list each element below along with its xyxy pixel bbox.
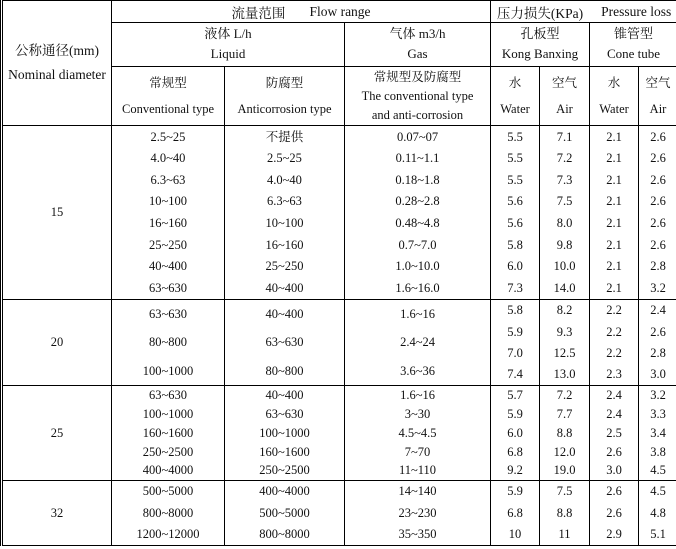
cell-value: 5.6 (507, 216, 523, 231)
cell-value: 3~30 (404, 406, 431, 421)
cell-value: 250~2500 (142, 444, 194, 459)
cell-value: 2.6 (650, 129, 666, 144)
cell-value: 7.3 (507, 280, 523, 295)
water-zh: 水 (607, 76, 621, 91)
cell-value: 19.0 (553, 463, 576, 478)
cell-value: 5.7 (507, 388, 523, 403)
cell-value: 2.5~25 (150, 129, 186, 144)
cell-value: 2.3 (606, 367, 622, 382)
gas-en: Gas (407, 46, 428, 62)
cell-value: 5.9 (507, 324, 523, 339)
cell-value: 7.0 (507, 345, 523, 360)
water-cone-cell (590, 481, 639, 546)
cell-value: 160~1600 (259, 444, 310, 459)
water-cone-cell (590, 300, 639, 386)
gas-type-en2: and anti-corrosion (371, 107, 464, 122)
liquid-header (112, 23, 345, 67)
cell-value: 11~110 (398, 463, 437, 478)
cell-value: 6.8 (507, 505, 523, 520)
diameter-group-row (2, 386, 676, 481)
cell-value: 5.5 (507, 151, 523, 166)
cell-value: 4.5 (650, 484, 666, 499)
cell-value: 100~1000 (259, 425, 310, 440)
cell-value: 7.5 (556, 194, 573, 209)
cell-value: 23~230 (398, 505, 437, 520)
cell-value: 3.0 (606, 463, 622, 478)
cell-value: 1.6~16 (400, 388, 435, 403)
cell-value: 2.6 (650, 216, 666, 231)
cell-value: 2.6 (606, 444, 622, 459)
diameter-group-row (2, 126, 676, 300)
air-en: Air (556, 101, 573, 116)
cell-value: 2.6 (650, 237, 666, 252)
cell-value: 8.0 (556, 216, 573, 231)
cell-value: 2.6 (606, 505, 622, 520)
nominal-diameter-value: 25 (2, 386, 112, 481)
liquid-zh: 液体 L/h (204, 25, 252, 41)
cell-value: 1.0~10.0 (395, 259, 440, 274)
cell-value: 7.1 (556, 129, 573, 144)
cell-value: 2.4 (650, 303, 666, 318)
cell-value: 40~400 (148, 259, 187, 274)
water-orifice-header (491, 67, 540, 126)
cell-value: 3.2 (650, 280, 666, 295)
water-zh: 水 (508, 76, 522, 91)
gas-cell (345, 300, 491, 386)
cell-value: 400~4000 (142, 463, 194, 478)
cell-value: 40~400 (265, 388, 304, 403)
table-body (2, 126, 676, 546)
cell-value: 80~800 (265, 363, 304, 378)
cell-value: 100~1000 (142, 406, 194, 421)
cell-value: 3.8 (650, 444, 666, 459)
cell-value: 8.8 (556, 505, 573, 520)
cell-value: 1200~12000 (136, 527, 200, 542)
conventional-type-header (112, 67, 225, 126)
cell-value: 2.8 (650, 259, 666, 274)
cell-value: 2.6 (606, 484, 622, 499)
cell-value: 2.1 (606, 216, 622, 231)
cell-value: 3.2 (650, 388, 666, 403)
cell-value: 35~350 (398, 527, 437, 542)
cell-value: 3.0 (650, 367, 666, 382)
cell-value: 3.6~36 (400, 363, 435, 378)
cell-value: 16~160 (148, 216, 187, 231)
gas-zh: 气体 m3/h (389, 25, 446, 41)
anticorrosion-en: Anticorrosion type (237, 101, 332, 116)
cell-value: 2.4 (606, 388, 622, 403)
water-orifice-cell (491, 386, 540, 481)
cell-value: 63~630 (148, 388, 187, 403)
cell-value: 25~250 (148, 237, 187, 252)
cell-value: 63~630 (148, 280, 187, 295)
gas-cell (345, 481, 491, 546)
cell-value: 800~8000 (142, 505, 194, 520)
cell-value: 4.5~4.5 (398, 425, 437, 440)
cell-value: 2.1 (606, 194, 622, 209)
cell-value: 1.6~16 (400, 306, 435, 321)
cell-value: 6.3~63 (150, 172, 186, 187)
cell-value: 11 (558, 527, 571, 542)
cell-value: 2.2 (606, 345, 622, 360)
cell-value: 1.6~16.0 (395, 280, 440, 295)
cell-value: 25~250 (265, 259, 304, 274)
nominal-diameter-zh: 公称通径(mm) (15, 43, 99, 59)
air-cone-cell (639, 386, 676, 481)
cell-value: 2.2 (606, 303, 622, 318)
cell-value: 8.8 (556, 425, 573, 440)
cell-value: 2.5 (606, 425, 622, 440)
water-cone-cell (590, 126, 639, 300)
nominal-diameter-en: Nominal diameter (8, 67, 106, 82)
cell-value: 2.1 (606, 237, 622, 252)
cell-value: 14.0 (553, 280, 576, 295)
orifice-type-header (491, 23, 590, 67)
anticorrosion-type-header (225, 67, 345, 126)
cell-value: 7.3 (556, 172, 573, 187)
cell-value: 2.6 (650, 172, 666, 187)
cell-value: 2.6 (650, 324, 666, 339)
cell-value: 7.2 (556, 151, 573, 166)
gas-type-header (345, 67, 491, 126)
cell-value: 7.5 (556, 484, 573, 499)
nominal-diameter-value: 20 (2, 300, 112, 386)
cell-value: 6.0 (507, 259, 523, 274)
water-en: Water (599, 101, 629, 116)
nominal-diameter-value: 32 (2, 481, 112, 546)
cell-value: 2.1 (606, 172, 622, 187)
air-orifice-cell (540, 481, 590, 546)
cell-value: 5.5 (507, 172, 523, 187)
cell-value: 4.8 (650, 505, 666, 520)
cell-value: 2.9 (606, 527, 622, 542)
cell-value: 6.3~63 (267, 194, 302, 209)
water-orifice-cell (491, 300, 540, 386)
gas-type-en1: The conventional type (361, 88, 474, 103)
cell-value: 2.6 (650, 151, 666, 166)
cell-value: 100~1000 (142, 363, 194, 378)
cell-value: 16~160 (265, 237, 304, 252)
cell-value: 2.1 (606, 151, 622, 166)
cell-value: 5.9 (507, 484, 523, 499)
cell-value: 2.5~25 (267, 151, 302, 166)
flow-range-zh: 流量范围 (231, 5, 286, 21)
nominal-diameter-value: 15 (2, 126, 112, 300)
conventional-zh: 常规型 (149, 76, 187, 91)
anticorrosion-cell (225, 481, 345, 546)
cell-value: 7~70 (404, 444, 431, 459)
gas-type-zh: 常规型及防腐型 (373, 69, 462, 84)
cell-value: 10.0 (553, 259, 576, 274)
cell-value: 4.0~40 (267, 172, 302, 187)
diameter-group-row (2, 481, 676, 546)
air-zh: 空气 (552, 76, 578, 91)
cell-value: 250~2500 (259, 463, 310, 478)
air-orifice-header (540, 67, 590, 126)
cell-value: 8.2 (556, 303, 573, 318)
air-orifice-cell (540, 126, 590, 300)
cell-value: 0.07~07 (396, 129, 439, 144)
water-en: Water (500, 101, 530, 116)
orifice-en: Kong Banxing (501, 46, 579, 62)
pressure-loss-header (491, 1, 676, 23)
nominal-diameter-header (2, 1, 112, 126)
cell-value: 2.4 (606, 406, 622, 421)
conventional-cell (112, 481, 225, 546)
cell-value: 9.8 (556, 237, 573, 252)
cell-value: 14~140 (398, 484, 437, 499)
cell-value: 9.3 (556, 324, 573, 339)
cell-value: 2.2 (606, 324, 622, 339)
cell-value: 40~400 (265, 306, 304, 321)
cell-value: 13.0 (553, 367, 576, 382)
pressure-loss-zh: 压力损失(KPa) (496, 5, 584, 21)
cell-value: 0.18~1.8 (395, 172, 440, 187)
cell-value: 12.5 (553, 345, 576, 360)
cell-value: 0.48~4.8 (395, 216, 440, 231)
flow-range-header (112, 1, 491, 23)
cell-value: 不提供 (265, 129, 304, 144)
air-cone-cell (639, 300, 676, 386)
header-row-1 (2, 1, 676, 23)
water-orifice-cell (491, 481, 540, 546)
cell-value: 80~800 (148, 335, 187, 350)
cell-value: 6.0 (507, 425, 523, 440)
conventional-cell (112, 386, 225, 481)
air-orifice-cell (540, 386, 590, 481)
cell-value: 40~400 (265, 280, 304, 295)
cell-value: 63~630 (148, 306, 187, 321)
cell-value: 7.4 (507, 367, 523, 382)
cell-value: 7.7 (556, 406, 573, 421)
cell-value: 0.7~7.0 (398, 237, 437, 252)
air-zh: 空气 (645, 76, 671, 91)
cell-value: 10~100 (148, 194, 187, 209)
cone-en: Cone tube (606, 46, 661, 62)
cell-value: 7.2 (556, 388, 573, 403)
cell-value: 9.2 (507, 463, 523, 478)
cell-value: 400~4000 (259, 484, 310, 499)
cell-value: 160~1600 (142, 425, 194, 440)
water-orifice-cell (491, 126, 540, 300)
conventional-cell (112, 126, 225, 300)
pressure-loss-en: Pressure loss (601, 3, 672, 19)
cell-value: 2.1 (606, 259, 622, 274)
liquid-en: Liquid (210, 46, 246, 62)
anticorrosion-cell (225, 386, 345, 481)
orifice-zh: 孔板型 (520, 25, 560, 41)
cell-value: 0.11~1.1 (395, 151, 440, 166)
cell-value: 2.1 (606, 280, 622, 295)
air-cone-header (639, 67, 676, 126)
cell-value: 500~5000 (142, 484, 194, 499)
conventional-cell (112, 300, 225, 386)
diameter-group-row (2, 300, 676, 386)
cell-value: 63~630 (265, 335, 304, 350)
cone-zh: 锥管型 (614, 25, 654, 41)
cell-value: 5.1 (650, 527, 666, 542)
gas-header (345, 23, 491, 67)
anticorrosion-cell (225, 126, 345, 300)
gas-cell (345, 126, 491, 300)
cell-value: 0.28~2.8 (395, 194, 440, 209)
cell-value: 2.4~24 (400, 335, 435, 350)
anticorrosion-cell (225, 300, 345, 386)
flow-range-en: Flow range (309, 3, 371, 19)
cell-value: 2.8 (650, 345, 666, 360)
cell-value: 2.1 (606, 129, 622, 144)
air-cone-cell (639, 481, 676, 546)
water-cone-header (590, 67, 639, 126)
cell-value: 5.9 (507, 406, 523, 421)
cell-value: 5.5 (507, 129, 523, 144)
anticorrosion-zh: 防腐型 (265, 76, 304, 91)
cell-value: 6.8 (507, 444, 523, 459)
cell-value: 10 (508, 527, 522, 542)
cell-value: 12.0 (553, 444, 576, 459)
cell-value: 4.5 (650, 463, 666, 478)
air-en: Air (649, 101, 667, 116)
cell-value: 5.6 (507, 194, 523, 209)
air-cone-cell (639, 126, 676, 300)
cone-tube-header (590, 23, 676, 67)
air-orifice-cell (540, 300, 590, 386)
conventional-en: Conventional type (122, 101, 214, 116)
cell-value: 800~8000 (259, 527, 310, 542)
cell-value: 2.6 (650, 194, 666, 209)
gas-cell (345, 386, 491, 481)
cell-value: 4.0~40 (150, 151, 186, 166)
cell-value: 500~5000 (259, 505, 310, 520)
water-cone-cell (590, 386, 639, 481)
cell-value: 5.8 (507, 303, 523, 318)
cell-value: 3.3 (650, 406, 666, 421)
cell-value: 10~100 (265, 216, 304, 231)
cell-value: 63~630 (265, 406, 304, 421)
cell-value: 3.4 (650, 425, 666, 440)
cell-value: 5.8 (507, 237, 523, 252)
